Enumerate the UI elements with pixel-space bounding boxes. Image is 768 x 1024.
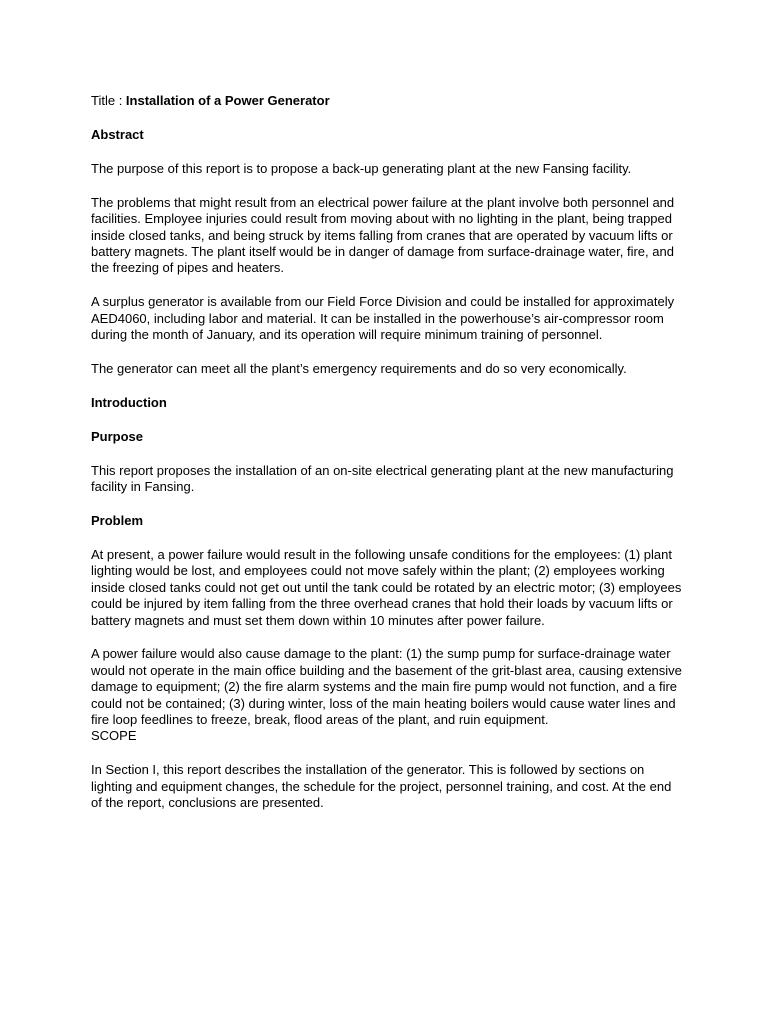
scope-paragraph: In Section I, this report describes the installation of the generator. This is followed by sections on lighting and equipment changes, the schedule for the project, personnel training, and cost. At the end of the report, conclusions are presented. (91, 762, 672, 811)
title-prefix: Title : (91, 93, 126, 108)
abstract-paragraph-3: A surplus generator is available from our Field Force Division and could be installed for approximately AED4060, including labor and material. It can be installed in the powerhouse’s air-compressor room during the month of January, and its operation will require minimum training of personnel. (91, 294, 675, 343)
problem-paragraph-2: A power failure would also cause damage to the plant: (1) the sump pump for surface-drainage water would not operate in the main office building and the basement of the grit-blast area, causing extensive damage to equipment; (2) the fire alarm systems and the main fire pump would not function, and a fire could not be contained; (3) during winter, loss of the main heating boilers would cause water lines and fire loop feedlines to freeze, break, flood areas of the plant, and ruin equipment. (91, 646, 682, 728)
abstract-paragraph-2: The problems that might result from an electrical power failure at the plant involve both personnel and facilities. Employee injuries could result from moving about with no lighting in the plant, being trapped inside closed tanks, and being struck by items falling from cranes that are operated by vacuum lifts or battery magnets. The plant itself would be in danger of damage from surface-drainage water, fire, and the freezing of pipes and heaters. (91, 194, 675, 276)
abstract-paragraph-4: The generator can meet all the plant’s emergency requirements and do so very economically. (91, 360, 627, 376)
introduction-heading: Introduction (91, 394, 167, 410)
problem-heading: Problem (91, 513, 144, 528)
document-title: Installation of a Power Generator (125, 93, 330, 108)
document-page (91, 93, 685, 829)
abstract-heading: Abstract (91, 126, 144, 142)
abstract-paragraph-1: The purpose of this report is to propose a back-up generating plant at the new Fansing facility. (91, 160, 632, 176)
document-title-line (91, 93, 685, 109)
problem-paragraph-1: At present, a power failure would result in the following unsafe conditions for the employees: (1) plant lighting would be lost, and employees could not move safely within the plant; (2) employees working inside closed tanks could not get out until the tank could be rotated by an electric motor; (3) employees could be injured by item falling from the three overhead cranes that hold their loads by vacuum lifts or battery magnets and must set them down within 10 minutes after power failure. (91, 546, 682, 628)
purpose-heading: Purpose (91, 428, 144, 444)
purpose-paragraph: This report proposes the installation of an on-site electrical generating plant at the new manufacturing facility in Fansing. (91, 462, 674, 495)
scope-label: SCOPE (91, 728, 137, 744)
